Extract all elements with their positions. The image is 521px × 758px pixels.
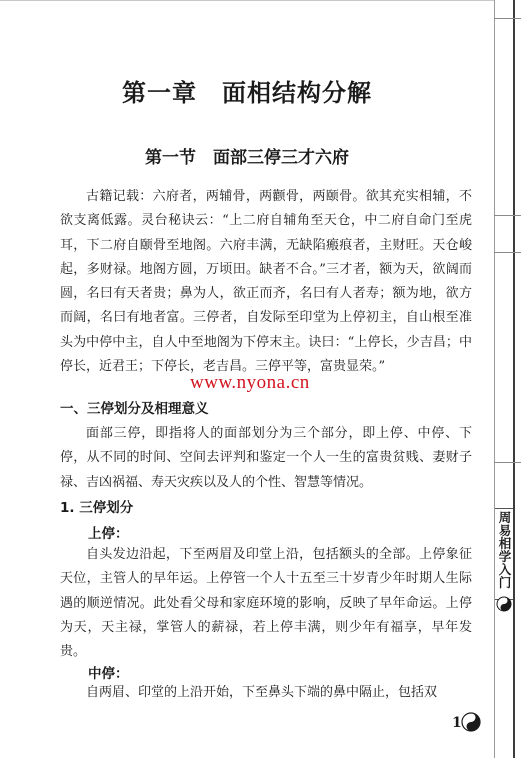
intro-paragraph: 古籍记载：六府者，两辅骨，两颧骨，两颐骨。欲其充实相辅，不欲支离低露。灵台秘诀云：“上二府自辅角至天仓，中二府自命门至虎耳，下二府自颐骨至地阁。六府丰满，无缺陷瘢痕者，主财旺。天仓峻起，多财禄。地阁方圆，万顷田。缺者不合。”三才者，额为天，欲阔而圆，名曰有天者贵；鼻为人，欲正而齐，名曰有人者寿；额为地，欲方而阔，名曰有地者富。三停者，自发际至印堂为上停初主，自山根至准头为中停中主，自人中至地阁为下停末主。诀曰：“上停长，少吉昌；中停长，近君王；下停长，老吉昌。三停平等，富贵显荣。” <box>60 189 472 375</box>
top-rule <box>0 0 494 1</box>
yin-yang-icon <box>496 596 512 612</box>
heading-division: 1. 三停划分 <box>60 500 134 516</box>
subheading-upper-stop: 上停： <box>88 526 129 542</box>
edge-tick <box>494 462 521 463</box>
edge-tick <box>494 18 521 19</box>
chapter-title: 第一章 面相结构分解 <box>122 79 372 107</box>
heading-three-stops: 一、三停划分及相理意义 <box>60 401 209 417</box>
book-spine-line <box>513 0 515 758</box>
watermark: www.nyona.cn <box>190 372 310 393</box>
page-number: 1 <box>452 715 462 731</box>
paragraph-three-stops: 面部三停，即指将人的面部划分为三个部分，即上停、中停、下停，从不同的时间、空间去评判和鉴定一个人一生的富贵贫贱、妻财子禄、吉凶祸福、寿天灾疾以及人的个性、智慧等情况。 <box>60 426 472 490</box>
page-edge-line <box>494 0 495 758</box>
paragraph-upper-stop: 自头发边沿起，下至两眉及印堂上沿，包括额头的全部。上停象征天位，主管人的早年运。上停管一个人十五至三十岁青少年时期人生际遇的顺逆情况。此处看父母和家庭环境的影响，反映了早年命运。上停为天，天主禄，掌管人的薪禄，若上停丰满，则少年有福享，早年发贵。 <box>60 547 472 660</box>
yin-yang-icon <box>461 712 481 732</box>
edge-tick <box>494 215 521 216</box>
side-tab-label: 周易相学入门 <box>497 511 512 589</box>
paragraph-middle-stop: 自两眉、印堂的上沿开始，下至鼻头下端的鼻中隔止，包括双 <box>86 685 438 700</box>
section-title: 第一节 面部三停三才六府 <box>145 148 349 168</box>
subheading-middle-stop: 中停： <box>88 666 129 682</box>
edge-tick <box>494 252 521 253</box>
